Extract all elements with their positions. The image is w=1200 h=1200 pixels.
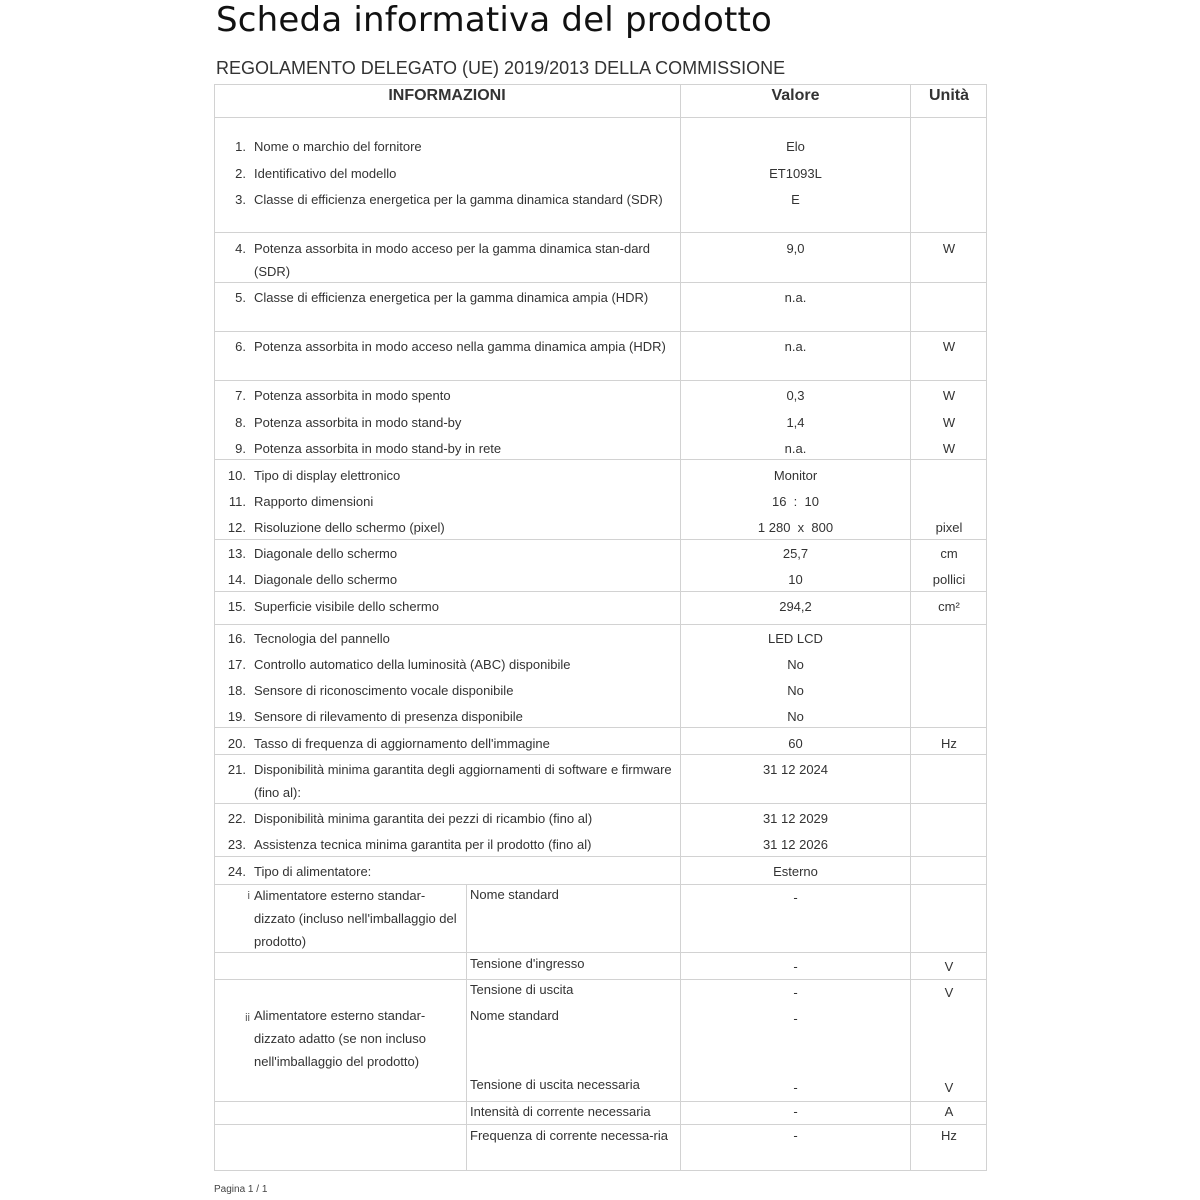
row-line bbox=[214, 624, 987, 625]
row-unit: pixel bbox=[935, 520, 963, 535]
header-informazioni: INFORMAZIONI bbox=[388, 87, 506, 104]
psu-field-value: - bbox=[793, 959, 798, 974]
row-unit: cm bbox=[940, 546, 958, 561]
row-value: No bbox=[787, 657, 804, 672]
row-label: Sensore di riconoscimento vocale disponibile bbox=[254, 683, 514, 698]
row-number: 16. bbox=[227, 631, 246, 646]
psu-i-number: i bbox=[247, 890, 250, 902]
row-value: No bbox=[787, 709, 804, 724]
row-value: 10 bbox=[788, 572, 803, 587]
psu-field-unit: Hz bbox=[941, 1128, 957, 1143]
row-label: Assistenza tecnica minima garantita per il prodotto (fino al) bbox=[254, 837, 592, 852]
row-value: n.a. bbox=[784, 290, 807, 305]
table-border-top bbox=[214, 84, 987, 85]
psu-field-unit: V bbox=[944, 959, 954, 974]
row-number: 9. bbox=[235, 441, 246, 456]
row-value: Esterno bbox=[773, 864, 818, 879]
row-number: 5. bbox=[235, 290, 246, 305]
row-line bbox=[214, 591, 987, 592]
row-label: Tipo di display elettronico bbox=[254, 468, 401, 483]
row-label: Potenza assorbita in modo acceso per la gamma dinamica stan-dard (SDR) bbox=[254, 241, 650, 279]
row-value: E bbox=[791, 192, 800, 207]
product-info-table bbox=[214, 84, 987, 1171]
row-value: 0,3 bbox=[786, 388, 805, 403]
row-value: No bbox=[787, 683, 804, 698]
row-number: 23. bbox=[227, 837, 246, 852]
row-label: Classe di efficienza energetica per la gamma dinamica ampia (HDR) bbox=[254, 290, 649, 305]
row-unit: W bbox=[942, 441, 956, 456]
row-value: 1,4 bbox=[786, 415, 805, 430]
row-label: Risoluzione dello schermo (pixel) bbox=[254, 520, 445, 535]
row-line bbox=[214, 856, 987, 857]
row-unit: W bbox=[942, 415, 956, 430]
row-number: 7. bbox=[235, 388, 246, 403]
row-label: Tasso di frequenza di aggiornamento dell'immagine bbox=[254, 736, 550, 751]
row-number: 8. bbox=[235, 415, 246, 430]
row-line bbox=[214, 380, 987, 381]
row-label: Superficie visibile dello schermo bbox=[254, 599, 439, 614]
page-footer: Pagina 1 / 1 bbox=[214, 1184, 268, 1195]
header-valore: Valore bbox=[771, 87, 820, 104]
table-border-bottom bbox=[214, 1170, 987, 1171]
row-value: 31 12 2024 bbox=[762, 762, 829, 777]
psu-field-unit: V bbox=[944, 985, 954, 1000]
row-value: 31 12 2026 bbox=[762, 837, 829, 852]
row-unit: cm² bbox=[938, 599, 960, 614]
row-value: 1 280 x 800 bbox=[757, 520, 834, 535]
header-separator bbox=[214, 117, 987, 118]
row-unit: W bbox=[942, 388, 956, 403]
row-value: Elo bbox=[786, 139, 805, 154]
row-value: n.a. bbox=[784, 441, 807, 456]
psu-field-unit: V bbox=[944, 1080, 954, 1095]
row-label: Identificativo del modello bbox=[254, 166, 397, 181]
psu-field-value: - bbox=[793, 1080, 798, 1095]
row-line bbox=[214, 539, 987, 540]
psu-field-name: Tensione d'ingresso bbox=[470, 956, 585, 971]
row-value: 294,2 bbox=[779, 599, 812, 614]
row-label: Potenza assorbita in modo spento bbox=[254, 388, 451, 403]
psu-field-name: Intensità di corrente necessaria bbox=[470, 1104, 651, 1119]
row-label: Sensore di rilevamento di presenza disponibile bbox=[254, 709, 523, 724]
row-number: 15. bbox=[227, 599, 246, 614]
psu-field-value: - bbox=[793, 890, 798, 905]
row-value: 9,0 bbox=[786, 241, 805, 256]
row-value: Monitor bbox=[773, 468, 818, 483]
row-value: 60 bbox=[788, 736, 803, 751]
row-label: Controllo automatico della luminosità (ABC) disponibile bbox=[254, 657, 571, 672]
psu-field-name: Nome standard bbox=[470, 1008, 559, 1023]
row-label: Diagonale dello schermo bbox=[254, 546, 398, 561]
psu-subcolumn-divider bbox=[466, 884, 467, 1171]
row-number: 11. bbox=[228, 494, 246, 509]
row-number: 13. bbox=[227, 546, 246, 561]
row-line bbox=[214, 331, 987, 332]
psu-field-value: - bbox=[793, 1104, 798, 1119]
row-line bbox=[214, 232, 987, 233]
psu-ii-number: ii bbox=[245, 1012, 250, 1024]
table-border-left bbox=[214, 84, 215, 1171]
row-label: Tecnologia del pannello bbox=[254, 631, 390, 646]
row-label: Potenza assorbita in modo stand-by in rete bbox=[254, 441, 502, 456]
psu-field-name: Frequenza di corrente necessa-ria bbox=[470, 1128, 668, 1143]
psu-field-value: - bbox=[793, 1011, 798, 1026]
row-label: Classe di efficienza energetica per la gamma dinamica standard (SDR) bbox=[254, 192, 663, 207]
row-number: 1. bbox=[235, 139, 246, 154]
header-unita: Unità bbox=[929, 87, 969, 104]
row-label: Potenza assorbita in modo stand-by bbox=[254, 415, 462, 430]
row-number: 10. bbox=[227, 468, 246, 483]
psu-field-name: Tensione di uscita bbox=[470, 982, 574, 997]
row-number: 17. bbox=[227, 657, 246, 672]
psu-field-value: - bbox=[793, 985, 798, 1000]
row-value: n.a. bbox=[784, 339, 807, 354]
row-number: 3. bbox=[235, 192, 246, 207]
row-number: 18. bbox=[227, 683, 246, 698]
row-number: 2. bbox=[235, 166, 246, 181]
row-label: Potenza assorbita in modo acceso nella gamma dinamica ampia (HDR) bbox=[254, 339, 666, 354]
row-unit: W bbox=[942, 339, 956, 354]
row-number: 20. bbox=[227, 736, 246, 751]
row-number: 12. bbox=[227, 520, 246, 535]
row-value: 31 12 2029 bbox=[762, 811, 829, 826]
row-number: 24. bbox=[227, 864, 246, 879]
row-number: 4. bbox=[235, 241, 246, 256]
row-number: 22. bbox=[227, 811, 246, 826]
row-value: 16 : 10 bbox=[772, 494, 819, 509]
row-label: Disponibilità minima garantita dei pezzi di ricambio (fino al) bbox=[254, 811, 593, 826]
psu-i-label: Alimentatore esterno standar-dizzato (incluso nell'imballaggio del prodotto) bbox=[254, 888, 457, 949]
psu-field-name: Tensione di uscita necessaria bbox=[470, 1077, 640, 1092]
row-value: ET1093L bbox=[769, 166, 822, 181]
row-value: LED LCD bbox=[768, 631, 823, 646]
row-unit: pollici bbox=[932, 572, 966, 587]
row-unit: Hz bbox=[941, 736, 957, 751]
row-number: 6. bbox=[235, 339, 246, 354]
row-label: Diagonale dello schermo bbox=[254, 572, 398, 587]
row-label: Rapporto dimensioni bbox=[254, 494, 374, 509]
psu-field-unit: A bbox=[944, 1104, 954, 1119]
psu-field-name: Nome standard bbox=[470, 887, 559, 902]
row-label: Disponibilità minima garantita degli aggiornamenti di software e firmware (fino al): bbox=[254, 762, 672, 800]
regulation-subtitle: REGOLAMENTO DELEGATO (UE) 2019/2013 DELLA COMMISSIONE bbox=[216, 58, 786, 78]
row-label: Tipo di alimentatore: bbox=[254, 864, 372, 879]
row-number: 14. bbox=[227, 572, 246, 587]
row-label: Nome o marchio del fornitore bbox=[254, 139, 422, 154]
row-value: 25,7 bbox=[782, 546, 809, 561]
page-title: Scheda informativa del prodotto bbox=[216, 0, 773, 40]
row-number: 19. bbox=[227, 709, 246, 724]
psu-field-value: - bbox=[793, 1128, 798, 1143]
row-number: 21. bbox=[227, 762, 246, 777]
row-unit: W bbox=[942, 241, 956, 256]
psu-ii-label: Alimentatore esterno standar-dizzato adatto (se non incluso nell'imballaggio del prodotto) bbox=[254, 1008, 426, 1069]
